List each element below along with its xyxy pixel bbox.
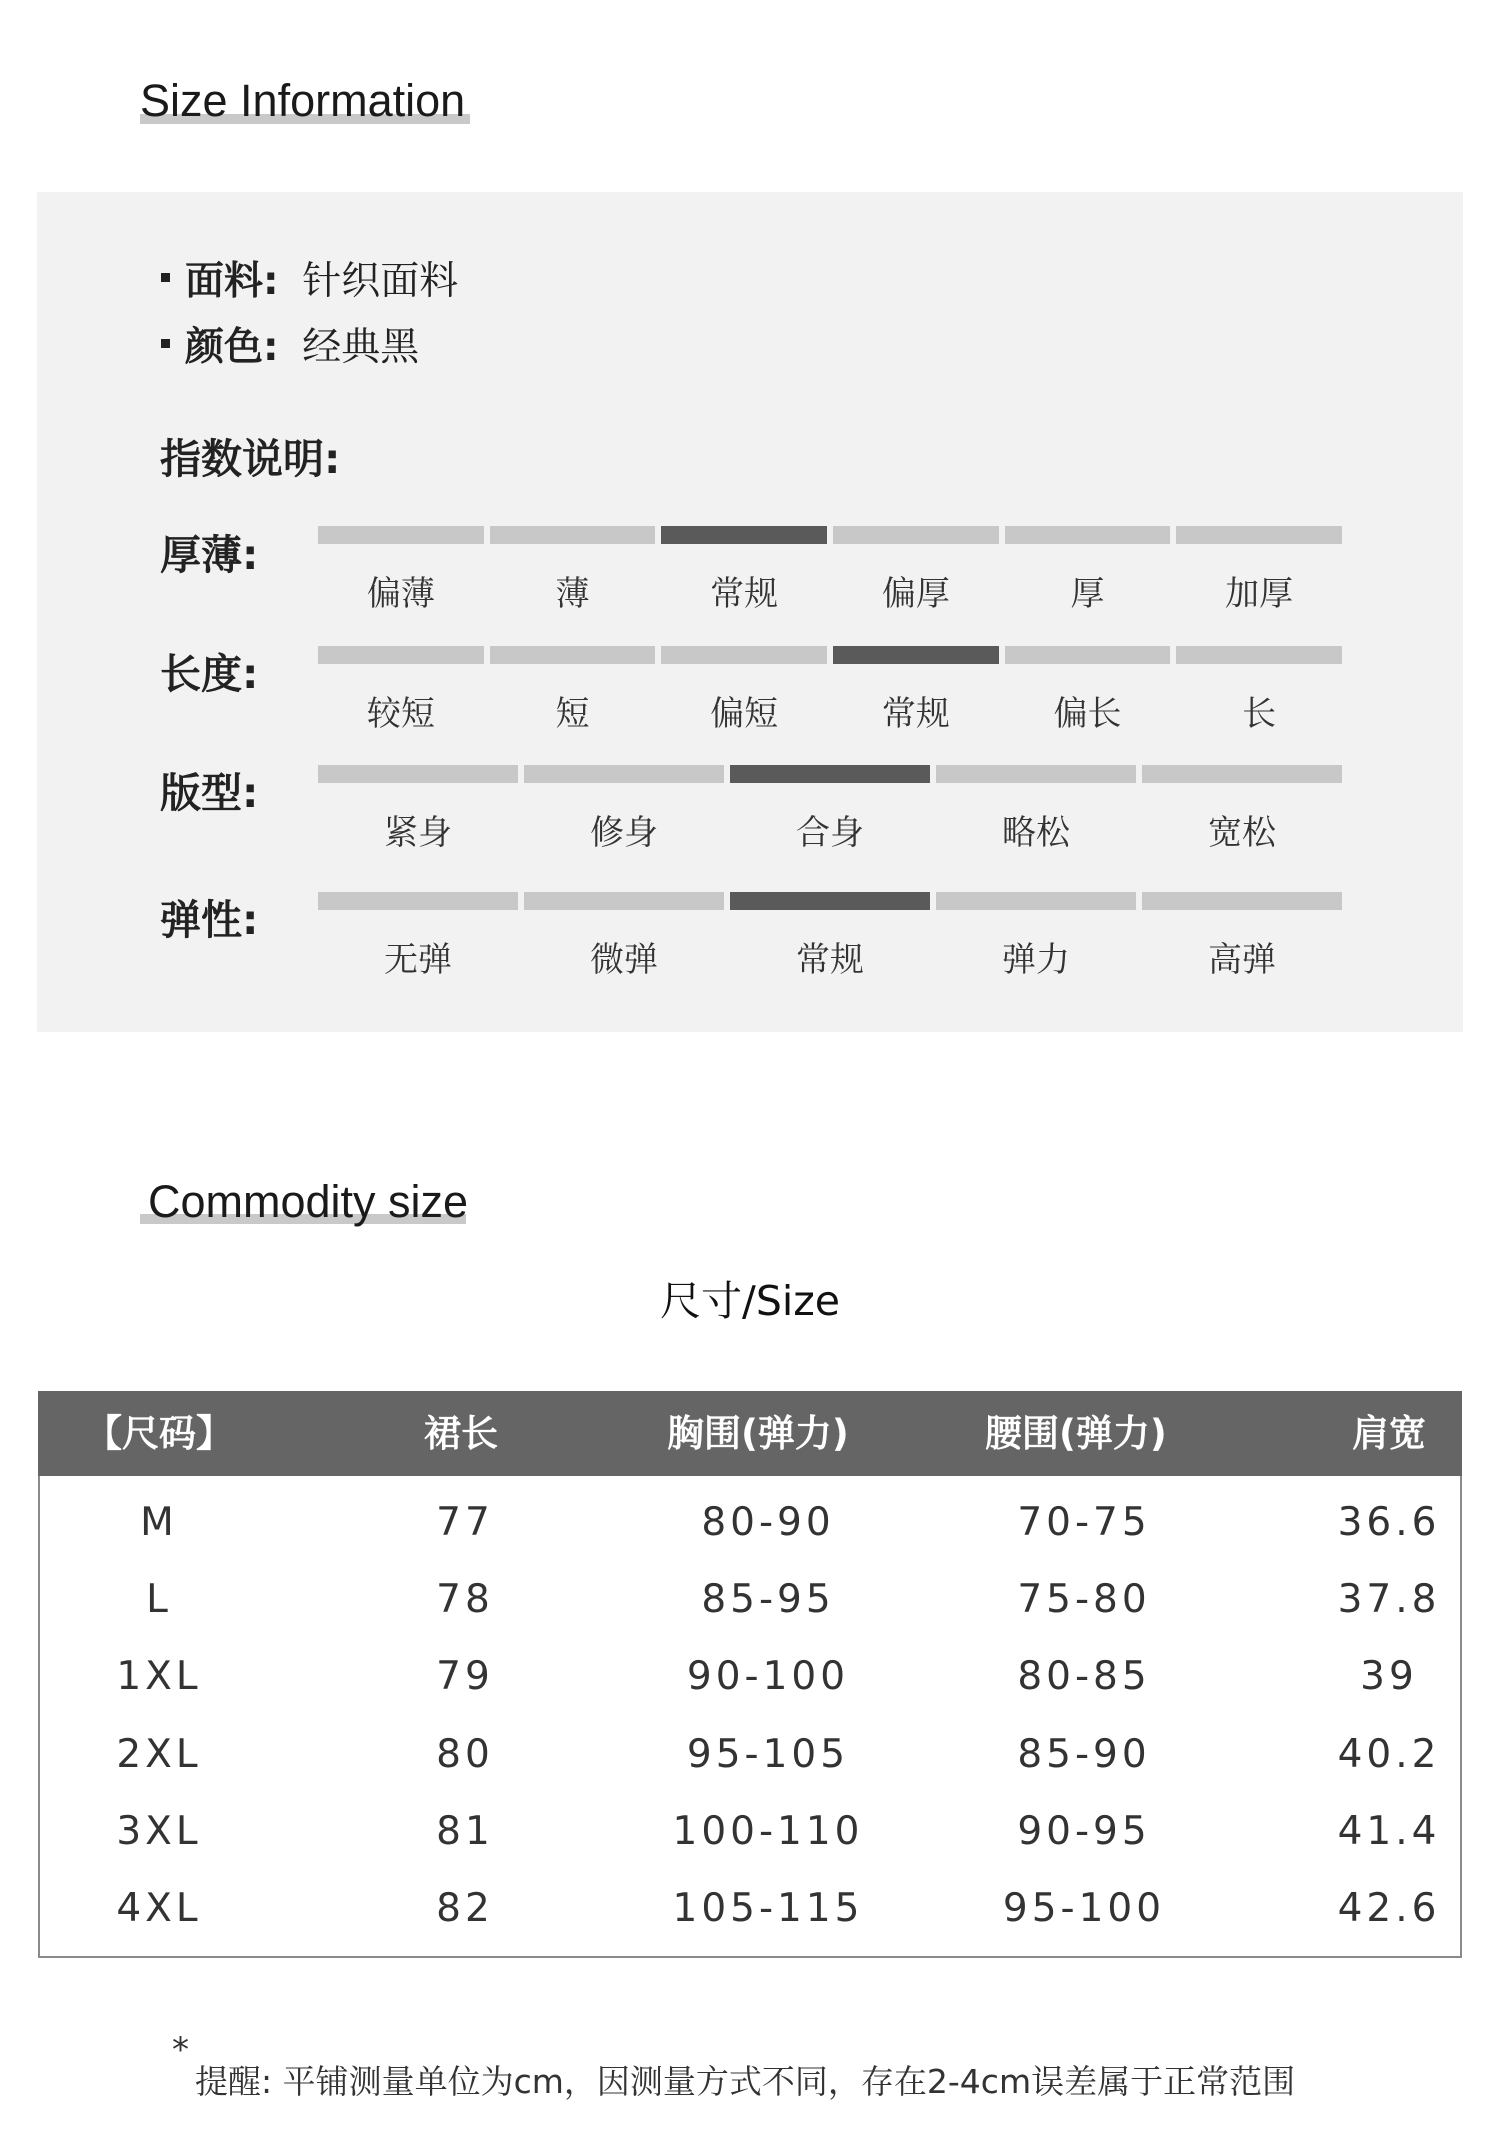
table-cell: 105-115 bbox=[672, 1886, 864, 1931]
rating-option-thickness-2: 常规 bbox=[710, 574, 779, 614]
header-length: 裙长 bbox=[424, 1412, 498, 1455]
rating-option-fit-2: 合身 bbox=[796, 813, 864, 853]
table-cell: 39 bbox=[1360, 1654, 1418, 1700]
rating-bar-elasticity-2 bbox=[730, 892, 930, 910]
table-cell: 82 bbox=[436, 1886, 494, 1931]
size-info-title: Size Information bbox=[140, 75, 466, 126]
spec-color-label: 颜色: bbox=[185, 325, 279, 370]
table-cell: 4XL bbox=[116, 1886, 202, 1931]
table-cell: 77 bbox=[436, 1500, 494, 1545]
rating-option-thickness-5: 加厚 bbox=[1225, 574, 1294, 614]
rating-option-elasticity-2: 常规 bbox=[796, 940, 864, 980]
table-cell: 41.4 bbox=[1337, 1808, 1441, 1854]
rating-bar-length-5 bbox=[1176, 646, 1342, 664]
spec-fabric bbox=[185, 250, 458, 306]
spec-color bbox=[185, 316, 419, 372]
table-cell: L bbox=[146, 1577, 172, 1623]
rating-option-fit-4: 宽松 bbox=[1208, 813, 1276, 853]
rating-option-fit-0: 紧身 bbox=[384, 813, 452, 853]
rating-option-fit-3: 略松 bbox=[1002, 813, 1070, 853]
rating-bar-length-0 bbox=[318, 646, 484, 664]
rating-option-length-3: 常规 bbox=[881, 694, 950, 734]
header-size: 【尺码】 bbox=[85, 1412, 233, 1455]
rating-option-length-0: 较短 bbox=[366, 694, 435, 734]
rating-bar-length-4 bbox=[1005, 646, 1171, 664]
rating-bar-thickness-0 bbox=[318, 526, 484, 544]
table-cell: 81 bbox=[436, 1808, 494, 1854]
table-cell: 37.8 bbox=[1337, 1577, 1441, 1623]
rating-bar-thickness-1 bbox=[490, 526, 656, 544]
rating-bar-length-1 bbox=[490, 646, 656, 664]
rating-bar-elasticity-1 bbox=[524, 892, 724, 910]
table-cell: 85-90 bbox=[1017, 1731, 1151, 1777]
table-cell: 95-100 bbox=[1002, 1886, 1166, 1931]
spec-color-value: 经典黑 bbox=[302, 325, 420, 370]
rating-bar-thickness-3 bbox=[833, 526, 999, 544]
table-cell: 90-95 bbox=[1017, 1808, 1151, 1854]
rating-label-thickness: 厚薄: bbox=[160, 531, 259, 579]
rating-option-length-4: 偏长 bbox=[1053, 694, 1122, 734]
rating-bar-elasticity-0 bbox=[318, 892, 518, 910]
rating-option-thickness-0: 偏薄 bbox=[366, 574, 435, 614]
rating-option-length-1: 短 bbox=[555, 694, 590, 734]
note-star: * bbox=[172, 2030, 189, 2070]
table-cell: 100-110 bbox=[672, 1808, 864, 1854]
rating-option-elasticity-3: 弹力 bbox=[1002, 940, 1070, 980]
rating-bar-elasticity-4 bbox=[1142, 892, 1342, 910]
rating-bar-elasticity-3 bbox=[936, 892, 1136, 910]
rating-option-thickness-3: 偏厚 bbox=[881, 574, 950, 614]
rating-bar-length-2 bbox=[661, 646, 827, 664]
table-cell: 36.6 bbox=[1337, 1500, 1441, 1545]
table-cell: 80-90 bbox=[701, 1500, 835, 1545]
rating-option-length-5: 长 bbox=[1242, 694, 1277, 734]
table-cell: 2XL bbox=[116, 1731, 202, 1777]
rating-bar-length-3 bbox=[833, 646, 999, 664]
table-cell: 80 bbox=[436, 1731, 494, 1777]
table-cell: 75-80 bbox=[1017, 1577, 1151, 1623]
rating-bar-fit-1 bbox=[524, 765, 724, 783]
table-cell: M bbox=[140, 1500, 178, 1545]
index-title: 指数说明: bbox=[160, 435, 341, 483]
rating-bar-fit-4 bbox=[1142, 765, 1342, 783]
table-cell: 42.6 bbox=[1337, 1886, 1441, 1931]
table-cell: 79 bbox=[436, 1654, 494, 1700]
rating-bar-thickness-5 bbox=[1176, 526, 1342, 544]
rating-bar-thickness-4 bbox=[1005, 526, 1171, 544]
note-text: 提醒: 平铺测量单位为cm，因测量方式不同，存在2-4cm误差属于正常范围 bbox=[195, 2062, 1296, 2101]
table-cell: 90-100 bbox=[686, 1654, 850, 1700]
spec-fabric-value: 针织面料 bbox=[302, 259, 459, 304]
header-waist: 腰围(弹力) bbox=[985, 1412, 1167, 1455]
rating-option-elasticity-0: 无弹 bbox=[384, 940, 452, 980]
bullet-icon bbox=[161, 339, 170, 348]
rating-bar-fit-2 bbox=[730, 765, 930, 783]
header-shoulder: 肩宽 bbox=[1352, 1412, 1426, 1455]
table-cell: 78 bbox=[436, 1577, 494, 1623]
table-cell: 70-75 bbox=[1017, 1500, 1151, 1545]
rating-label-fit: 版型: bbox=[160, 769, 259, 817]
rating-option-elasticity-1: 微弹 bbox=[590, 940, 658, 980]
rating-bar-fit-0 bbox=[318, 765, 518, 783]
table-cell: 40.2 bbox=[1337, 1731, 1441, 1777]
rating-bar-fit-3 bbox=[936, 765, 1136, 783]
bullet-icon bbox=[161, 273, 170, 282]
rating-option-fit-1: 修身 bbox=[590, 813, 658, 853]
table-cell: 1XL bbox=[116, 1654, 202, 1700]
table-cell: 95-105 bbox=[686, 1731, 850, 1777]
spec-fabric-label: 面料: bbox=[185, 259, 279, 304]
rating-label-length: 长度: bbox=[160, 650, 259, 698]
rating-option-thickness-4: 厚 bbox=[1070, 574, 1105, 614]
table-cell: 3XL bbox=[116, 1808, 202, 1854]
table-cell: 80-85 bbox=[1017, 1654, 1151, 1700]
rating-bar-thickness-2 bbox=[661, 526, 827, 544]
rating-option-elasticity-4: 高弹 bbox=[1208, 940, 1276, 980]
rating-option-length-2: 偏短 bbox=[710, 694, 779, 734]
commodity-title: Commodity size bbox=[148, 1176, 469, 1227]
header-bust: 胸围(弹力) bbox=[667, 1412, 849, 1455]
size-heading: 尺寸/Size bbox=[660, 1277, 840, 1325]
rating-label-elasticity: 弹性: bbox=[160, 896, 259, 944]
rating-option-thickness-1: 薄 bbox=[555, 574, 590, 614]
table-cell: 85-95 bbox=[701, 1577, 835, 1623]
